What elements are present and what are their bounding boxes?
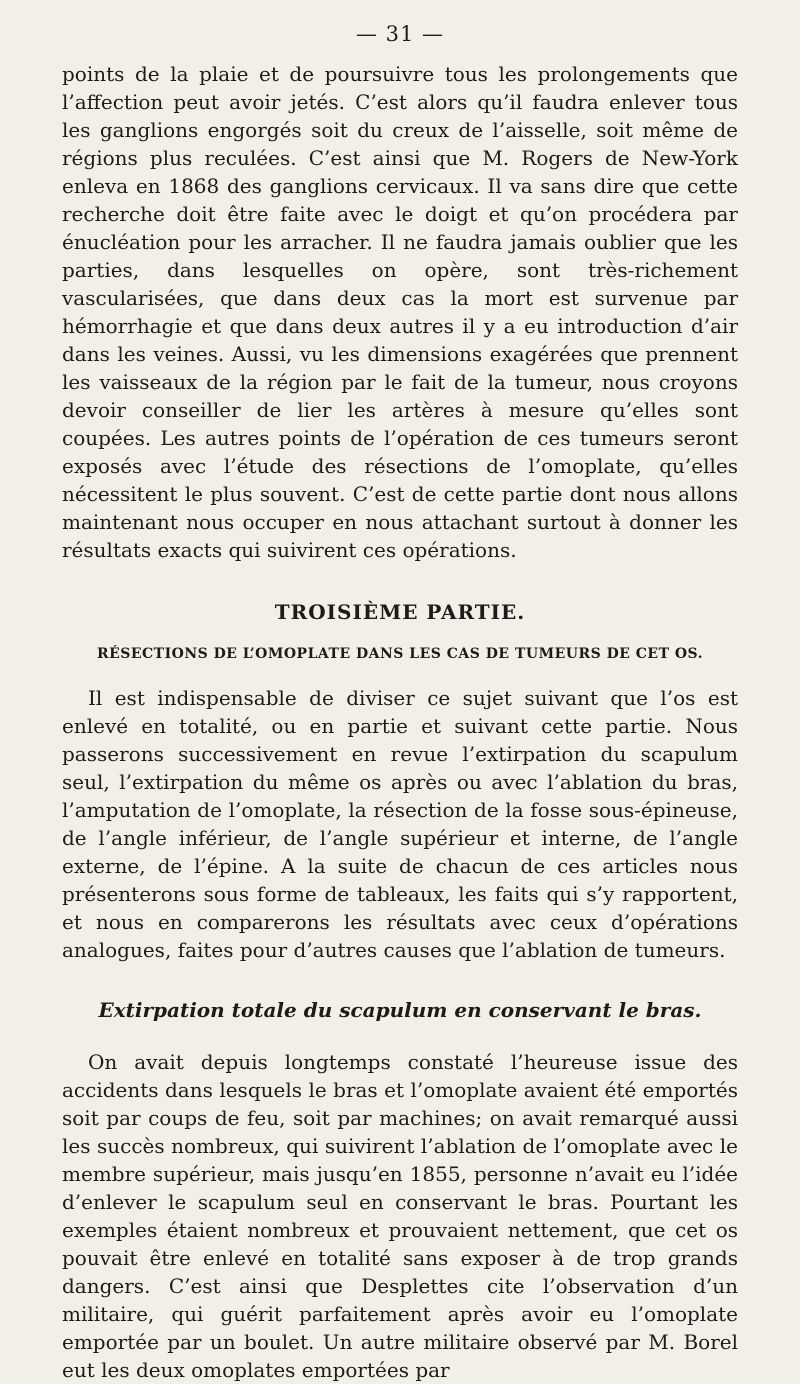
paragraph-division: Il est indispensable de diviser ce sujet suivant que l’os est enlevé en totalité, ou en partie et suivant cette partie. Nous passerons successivement en revue l’extirpation du scapulum seul, l’extirpation du même os après ou avec l’ablation du bras, l’amputation de l’omoplate, la résection de la fosse sous-épineuse, de l’angle inférieur, de l’angle supérieur et interne, de l’angle externe, de l’épine. A la suite de chacun de ces articles nous présenterons sous forme de tableaux, les faits qui s’y rapportent, et nous en comparerons les résultats avec ceux d’opérations analogues, faites pour d’autres causes que l’ablation de tumeurs. [62,686,738,962]
paragraph-intro-continuation: points de la plaie et de poursuivre tous les prolongements que l’affection peut avoir jetés. C’est alors qu’il faudra enlever tous les ganglions engorgés soit du creux de l’aisselle, soit même de régions plus reculées. C’est ainsi que M. Rogers de New-York enleva en 1868 des ganglions cervicaux. Il va sans dire que cette recherche doit être faite avec le doigt et qu’on procédera par énucléation pour les arracher. Il ne faudra jamais oublier que les parties, dans lesquelles on opère, sont très-richement vascularisées, que dans deux cas la mort est survenue par hémorrhagie et que dans deux autres il y a eu introduction d’air dans les veines. Aussi, vu les dimensions exagérées que prennent les vaisseaux de la région par le fait de la tumeur, nous croyons devoir conseiller de lier les artères à mesure qu’elles sont coupées. Les autres points de l’opération de ces tumeurs seront exposés avec l’étude des résections de l’omoplate, qu’elles nécessitent le plus souvent. C’est de cette partie dont nous allons maintenant nous occuper en nous attachant surtout à donner les résultats exacts qui suivirent ces opérations. [62,62,738,562]
section-title: TROISIÈME PARTIE. [274,600,526,624]
subsection-title: Extirpation totale du scapulum en conservant le bras. [98,998,702,1022]
section-subtitle: RÉSECTIONS DE L’OMOPLATE DANS LES CAS DE TUMEURS DE CET OS. [96,646,704,662]
page-number: — 31 — [355,22,445,46]
paragraph-extirpation: On avait depuis longtemps constaté l’heureuse issue des accidents dans lesquels le bras et l’omoplate avaient été emportés soit par coups de feu, soit par machines; on avait remarqué aussi les succès nombreux, qui suivirent l’ablation de l’omoplate avec le membre supérieur, mais jusqu’en 1855, personne n’avait eu l’idée d’enlever le scapulum seul en conservant le bras. Pourtant les exemples étaient nombreux et prouvaient nettement, que cet os pouvait être enlevé en totalité sans exposer à de trop grands dangers. C’est ainsi que Desplettes cite l’observation d’un militaire, qui guérit parfaitement après avoir eu l’omoplate emportée par un boulet. Un autre militaire observé par M. Borel eut les deux omoplates emportées par [62,1050,738,1382]
